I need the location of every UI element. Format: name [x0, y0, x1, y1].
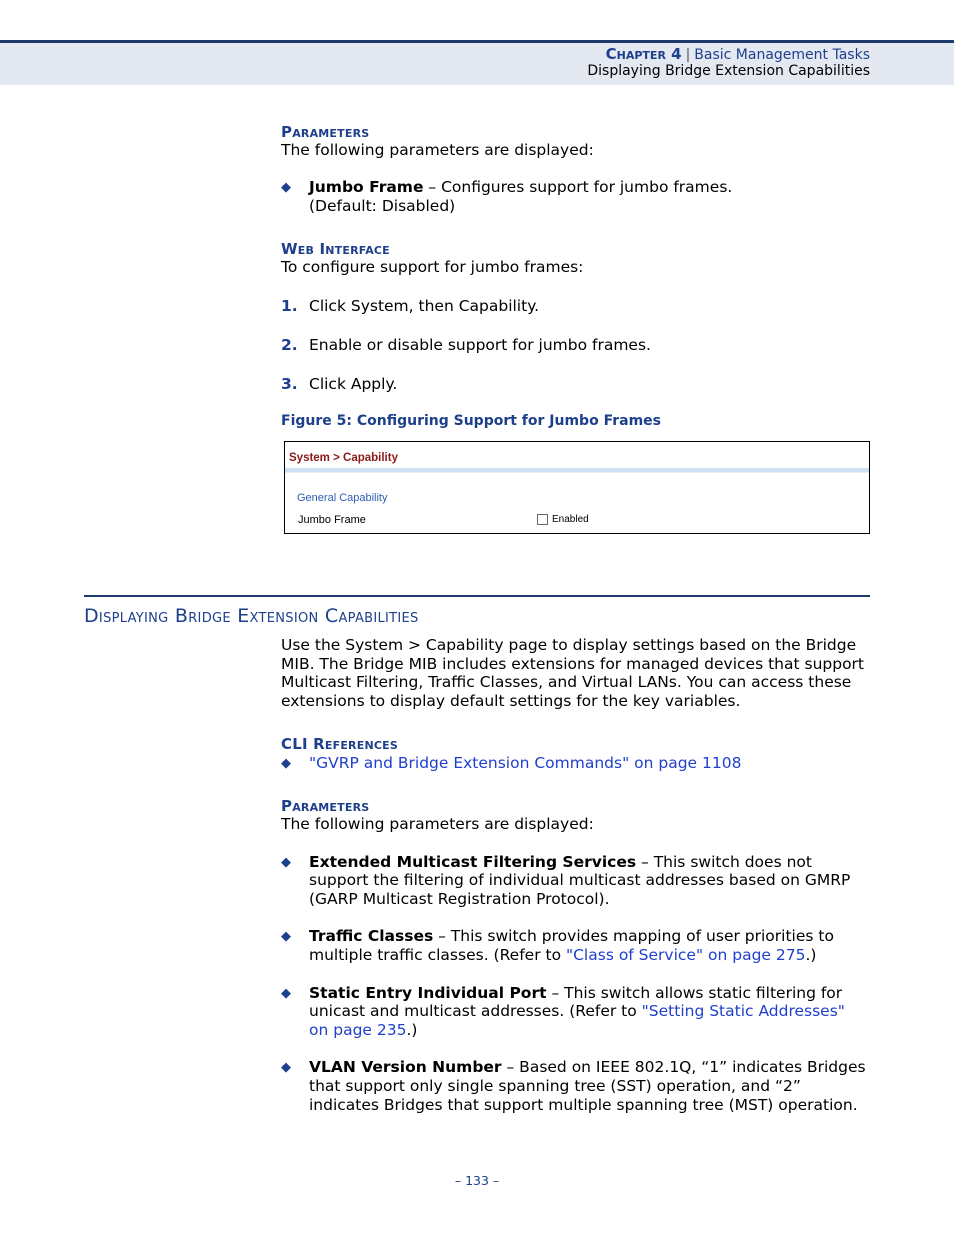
step-number: 2. — [281, 336, 298, 354]
figure-breadcrumb: System > Capability — [289, 452, 398, 464]
section-paragraph-line: extensions to display default settings for the key variables. — [281, 692, 741, 710]
header-separator: | — [685, 47, 691, 63]
figure-title-band-shadow — [285, 472, 869, 473]
jumbo-frame-default: (Default: Disabled) — [309, 197, 456, 215]
step-text: Enable or disable support for jumbo frames. — [309, 336, 651, 354]
figure-caption: Figure 5: Configuring Support for Jumbo Frames — [281, 413, 662, 429]
param-desc: – Based on IEEE 802.1Q, “1” indicates Bridges — [501, 1058, 866, 1076]
jumbo-frame-item — [309, 178, 732, 197]
cli-references-heading: CLI References — [281, 735, 398, 753]
param-item — [309, 927, 834, 946]
bullet-icon: ◆ — [281, 929, 291, 944]
running-header-chapter — [606, 45, 870, 63]
figure-group-label: General Capability — [297, 492, 388, 504]
section-rule — [84, 595, 870, 597]
parameters-heading: Parameters — [281, 797, 370, 815]
static-addresses-link[interactable]: "Setting Static Addresses" — [641, 1002, 845, 1020]
param-item — [309, 853, 812, 872]
param-desc: unicast and multicast addresses. (Refer to — [309, 1002, 642, 1020]
param-item — [309, 984, 842, 1003]
jumbo-frame-desc: – Configures support for jumbo frames. — [423, 178, 733, 196]
param-desc-line: indicates Bridges that support multiple spanning tree (MST) operation. — [309, 1096, 858, 1114]
section-paragraph-line: Use the System > Capability page to display settings based on the Bridge — [281, 636, 857, 654]
section-paragraph-line: Multicast Filtering, Traffic Classes, and Virtual LANs. You can access these — [281, 673, 852, 691]
param-desc: .) — [406, 1021, 418, 1039]
param-desc-line — [309, 1021, 417, 1040]
param-term: Traffic Classes — [309, 927, 434, 945]
checkbox-label: Enabled — [552, 514, 589, 525]
section-title: Displaying Bridge Extension Capabilities — [84, 605, 419, 627]
bullet-icon: ◆ — [281, 1060, 291, 1075]
bullet-icon: ◆ — [281, 855, 291, 870]
page-number: – 133 – — [454, 1173, 500, 1188]
step-text: Click System, then Capability. — [309, 297, 540, 315]
param-term: VLAN Version Number — [309, 1058, 502, 1076]
param-desc-line — [309, 1002, 845, 1021]
parameters-heading: Parameters — [281, 123, 370, 141]
jumbo-frame-checkbox[interactable] — [537, 514, 548, 525]
parameters-intro: The following parameters are displayed: — [281, 815, 594, 833]
step-number: 1. — [281, 297, 298, 315]
web-interface-intro: To configure support for jumbo frames: — [281, 258, 584, 276]
cli-reference-link[interactable]: "GVRP and Bridge Extension Commands" on page 1108 — [309, 754, 742, 772]
param-desc: .) — [805, 946, 817, 964]
parameters-intro: The following parameters are displayed: — [281, 141, 594, 159]
jumbo-frame-term: Jumbo Frame — [309, 178, 424, 196]
param-desc: – This switch does not — [636, 853, 812, 871]
figure-field-label: Jumbo Frame — [298, 514, 366, 526]
step-number: 3. — [281, 375, 298, 393]
param-item — [309, 1058, 866, 1077]
class-of-service-link[interactable]: "Class of Service" on page 275 — [565, 946, 806, 964]
static-addresses-link-page[interactable]: on page 235 — [309, 1021, 407, 1039]
param-desc: – This switch provides mapping of user priorities to — [433, 927, 834, 945]
chapter-label: Chapter 4 — [605, 45, 682, 63]
param-term: Static Entry Individual Port — [309, 984, 547, 1002]
param-desc: multiple traffic classes. (Refer to — [309, 946, 566, 964]
bullet-icon: ◆ — [281, 180, 291, 195]
bullet-icon: ◆ — [281, 756, 291, 771]
bullet-icon: ◆ — [281, 986, 291, 1001]
param-desc-line: (GARP Multicast Registration Protocol). — [309, 890, 610, 908]
web-interface-heading: Web Interface — [281, 240, 390, 258]
chapter-title: Basic Management Tasks — [694, 47, 870, 63]
step-text: Click Apply. — [309, 375, 398, 393]
param-term: Extended Multicast Filtering Services — [309, 853, 637, 871]
param-desc-line — [309, 946, 816, 965]
running-header-section: Displaying Bridge Extension Capabilities — [587, 63, 870, 79]
param-desc-line: that support only single spanning tree (SST) operation, and “2” — [309, 1077, 801, 1095]
section-paragraph-line: MIB. The Bridge MIB includes extensions for managed devices that support — [281, 655, 864, 673]
param-desc: – This switch allows static filtering for — [546, 984, 843, 1002]
figure-screenshot — [284, 441, 870, 534]
param-desc-line: support the filtering of individual multicast addresses based on GMRP — [309, 871, 851, 889]
